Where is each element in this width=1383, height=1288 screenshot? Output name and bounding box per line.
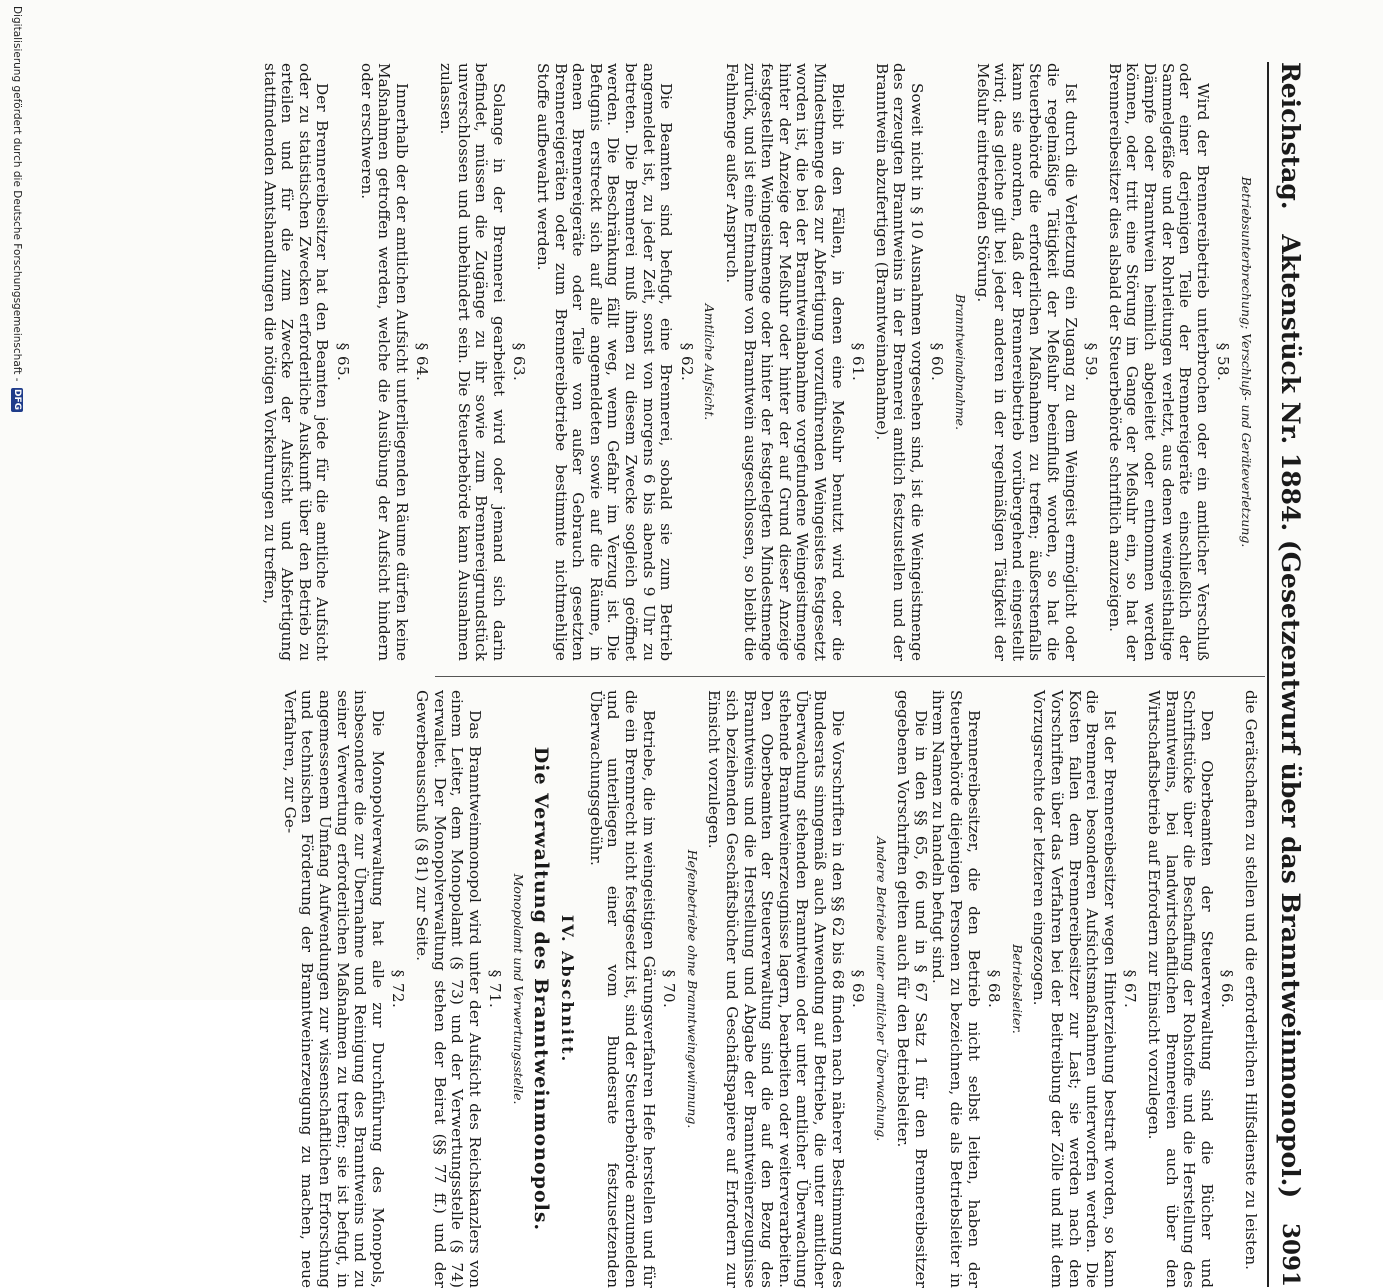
right-column: [280, 690, 1259, 1288]
paragraph: Die Monopolverwaltung hat alle zur Durchführung des Monopols, insbesondere die zur Übernahme und Reinigung des Branntweins und zu seiner Verwertung erforderlichen Maßnahmen zu treffen; sie ist befugt, in angemessenem Umfang Aufwendungen zur wissenschaftlichen Erforschung und technischen Förderung der Branntweinerzeugung zu machen, neue Verfahren, zur Ge-: [280, 690, 387, 1288]
part-heading: IV. Abschnitt.: [558, 914, 578, 1064]
paragraph: Die in den §§ 65, 66 und in § 67 Satz 1 für den Brennereibesitzer gegebenen Vorschriften gelten auch für den Betriebsleiter.: [894, 690, 930, 1288]
section-number: § 70.: [660, 969, 679, 1009]
chapter-title: Die Verwaltung des Branntweinmonopols.: [529, 746, 552, 1232]
column-divider: [435, 676, 1265, 677]
section-number: § 61.: [849, 342, 868, 382]
section-number: § 60.: [928, 342, 947, 382]
section-number: § 69.: [849, 969, 868, 1009]
paragraph: Die Beamten sind befugt, eine Brennerei, sobald sie zum Betrieb angemeldet ist, zu jeder Zeit, sonst von morgens 6 bis abends 9 Uhr zu betreten. Die Brennerei muß ihnen zu diesem Zwecke sogleich geöffnet werden. Die Beschränkung fällt weg, wenn Gefahr im Verzug ist. Die Befugnis erstreckt sich auf alle angemeldeten sowie auf die Räume, in denen Brennereigeräte oder Teile von außer Gebrauch gesetzten Brennereigeräten oder zum Brennereibetriebe bestimmte nichtmehlige Stoffe aufbewahrt werden.: [534, 63, 676, 661]
dfg-logo: DFG: [12, 389, 22, 411]
paragraph: Das Branntweinmonopol wird unter der Aufsicht des Reichskanzlers von einem Leiter, dem Monopolamt (§ 73) und der Verwertungsstelle (§ 74) verwaltet. Der Monopolverwaltung stehen der Beirat (§§ 77 ff.) und der Gewerbeausschuß (§ 81) zur Seite.: [413, 690, 484, 1288]
paragraph: Solange in der Brennerei gearbeitet wird oder jemand sich darin befindet, müssen die Zugänge zu ihr sowie zum Brennereigrundstück unverschlossen und unbehindert sein. Die Steuerbehörde kann Ausnahmen zulassen.: [437, 63, 508, 661]
paragraph: Ist durch die Verletzung ein Zugang zu dem Weingeist ermöglicht oder die regelmäßige Tätigkeit der Meßuhr beeinflußt worden, so hat die Steuerbehörde die erforderlichen Maßnahmen zu treffen; äußerstenfalls kann sie anordnen, daß der Brennereibetrieb vorübergehend eingestellt wird; das gleiche gilt bei jeder anderen in der regelmäßigen Tätigkeit der Meßuhr eintretenden Störung.: [973, 63, 1080, 661]
section-number: § 62.: [677, 342, 696, 382]
left-column: [260, 63, 1259, 661]
paragraph: Den Oberbeamten der Steuerverwaltung sind die Bücher und Schriftstücke über die Beschaffung der Rohstoffe und die Herstellung des Branntweins, bei landwirtschaftlichen Brennereien auch über den Wirtschaftsbetrieb auf Erfordern zur Einsicht vorzulegen.: [1145, 690, 1216, 1288]
page-header: [1267, 62, 1313, 1287]
section-subheading: Betriebsleiter.: [1009, 944, 1025, 1034]
section-number: § 71.: [486, 969, 505, 1009]
section-subheading: Monopolamt und Verwertungsstelle.: [511, 873, 527, 1105]
paragraph: Der Brennereibesitzer hat den Beamten jede für die amtliche Aufsicht oder zu statistischen Zwecken erforderliche Auskunft über den Betrieb zu erteilen und für die zum Zwecke der Aufsicht und Abfertigung stattfindenden Amtshandlungen die nötigen Vorkehrungen zu treffen,: [260, 63, 332, 661]
header-left: Reichstag.: [1276, 62, 1306, 210]
paragraph: Betriebe, die im weingeistigen Gärungsverfahren Hefe herstellen und für die ein Brennrecht nicht festgesetzt ist, sind der Steuerbehörde anzumelden und unterliegen einer vom Bundesrate festzusetzenden Überwachungsgebühr.: [586, 690, 658, 1288]
page-number: 3091: [1277, 1222, 1305, 1287]
section-number: § 63.: [510, 342, 529, 382]
paragraph: Bleibt in den Fällen, in denen eine Meßuhr benutzt wird oder die Mindestmenge des zur Abfertigung vorzuführenden Weingeistes festgesetzt worden ist, die bei der Branntweinabnahme vorgefundene Weingeistmenge hinter der Anzeige der Meßuhr oder hinter der auf Grund dieser Anzeige festgestellten Weingeistmenge oder hinter der festgelegten Mindestmenge zurück, und ist eine Entnahme von Branntwein ausgeschlossen, so bleibt die Fehlmenge außer Anspruch.: [722, 63, 847, 661]
paragraph: die Gerätschaften zu stellen und die erforderlichen Hilfsdienste zu leisten.: [1242, 690, 1260, 1270]
section-number: § 64.: [413, 342, 432, 382]
paragraph: Wird der Brennereibetrieb unterbrochen oder ein amtlicher Verschluß oder einer derjenigen Teile der Brennereigeräte einschließlich der Sammelgefäße und der Rohrleitungen verletzt, aus denen weingeisthaltige Dämpfe oder Branntwein heimlich abgeleitet oder entnommen werden können, oder tritt eine Störung im Gange der Meßuhr ein, so hat der Brennereibesitzer dies alsbald der Steuerbehörde schriftlich anzuzeigen.: [1105, 63, 1212, 661]
header-title: Aktenstück Nr. 1884. (Gesetzentwurf über das Branntweinmonopol.): [1276, 234, 1306, 1199]
section-number: § 65.: [334, 342, 353, 382]
section-number: § 59.: [1082, 342, 1101, 382]
section-subheading: Amtliche Aufsicht.: [702, 303, 718, 421]
section-number: § 66.: [1218, 969, 1237, 1009]
section-subheading: Hefenbetriebe ohne Branntweingewinnung.: [684, 849, 700, 1129]
section-number: § 58.: [1214, 342, 1233, 382]
paragraph: Soweit nicht in § 10 Ausnahmen vorgesehen sind, ist die Weingeistmenge des erzeugten Branntweins in der Brennerei amtlich festzustellen und der Branntwein abzufertigen (Branntweinabnahme).: [872, 63, 926, 661]
page-footer: [7, 0, 27, 1006]
section-number: § 68.: [985, 969, 1004, 1009]
paragraph: Die Vorschriften in den §§ 62 bis 68 finden nach näherer Bestimmung des Bundesrats sinngemäß auch Anwendung auf Betriebe, die unter amtlicher Überwachung stehenden Branntwein oder unter amtlicher Überwachung stehende Branntweinerzeugnisse lagern, bearbeiten oder weiterverarbeiten. Den Oberbeamten der Steuerverwaltung sind die auf den Bezug des Branntweins und die Herstellung und Abgabe der Branntweinerzeugnisse sich beziehenden Geschäftsbücher und Geschäftspapiere auf Erfordern zur Einsicht vorzulegen.: [705, 690, 847, 1288]
paragraph: Innerhalb der der amtlichen Aufsicht unterliegenden Räume dürfen keine Maßnahmen getroffen werden, welche die Ausübung der Aufsicht hindern oder erschweren.: [357, 63, 411, 661]
section-number: § 67.: [1121, 969, 1140, 1009]
paragraph: Ist der Brennereibesitzer wegen Hinterziehung bestraft worden, so kann die Brennerei besonderen Aufsichtsmaßnahmen unterworfen werden. Die Kosten fallen dem Brennereibesitzer zur Last; sie werden nach den Vorschriften über das Verfahren bei der Beitreibung der Zölle und mit dem Vorzugsrechte der letzteren eingezogen.: [1030, 690, 1119, 1288]
section-subheading: Betriebsunterbrechung; Verschluß- und Geräteverletzung.: [1239, 176, 1254, 548]
section-subheading: Andere Betriebe unter amtlicher Überwachung.: [873, 836, 889, 1142]
section-number: § 72.: [389, 969, 408, 1009]
paragraph: Brennereibesitzer, die den Betrieb nicht selbst leiten, haben der Steuerbehörde diejenigen Personen zu bezeichnen, die als Betriebsleiter in ihrem Namen zu handeln befugt sind.: [929, 690, 983, 1288]
section-subheading: Branntweinabnahme.: [953, 293, 969, 431]
footer-credit: Digitalisierung gefördert durch die Deutsche Forschungsgemeinschaft -: [11, 6, 23, 382]
